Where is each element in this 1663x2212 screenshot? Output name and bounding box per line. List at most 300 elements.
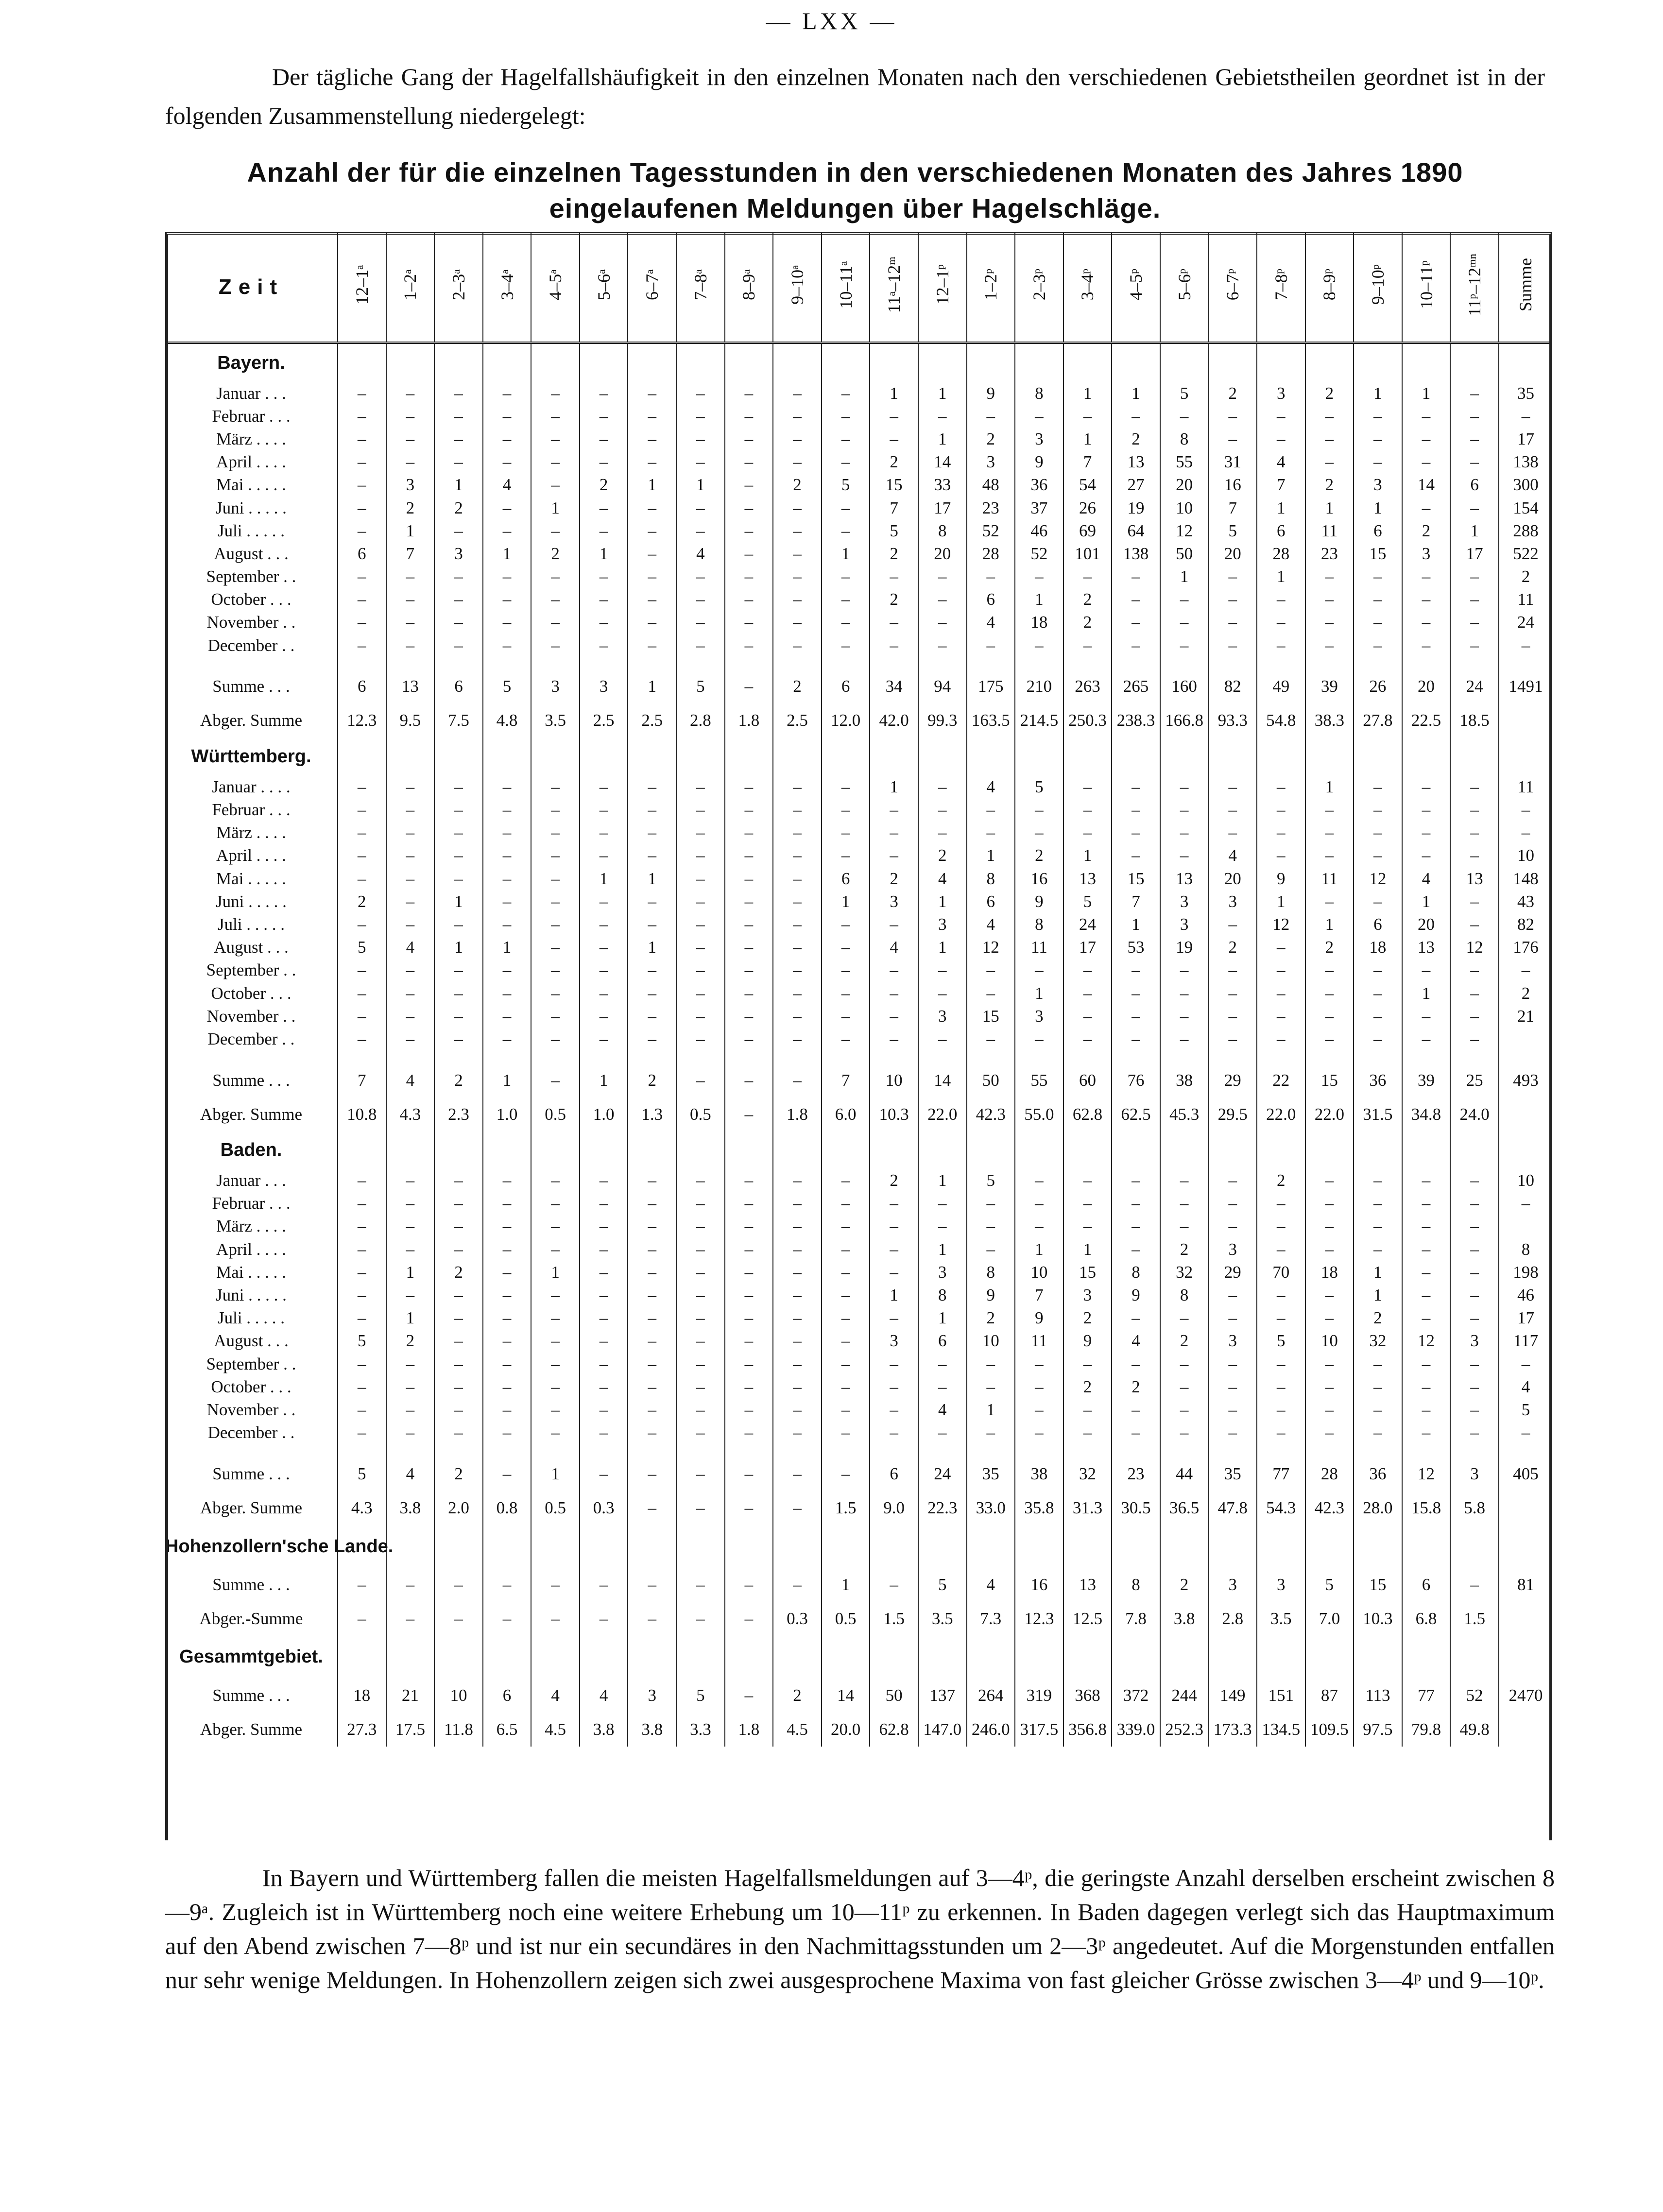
value-cell: – (1305, 1028, 1354, 1050)
value-cell: 9 (1063, 1330, 1112, 1353)
value-cell: – (386, 634, 435, 657)
hour-header (580, 232, 628, 343)
value-cell: – (967, 1375, 1015, 1398)
value-cell: – (1450, 1307, 1499, 1330)
spacer-cell (628, 1636, 676, 1679)
hour-header-label: 9–10ᵃ (787, 265, 807, 305)
total-cell: 148 (1499, 867, 1552, 890)
row-label-text: Januar . . . (216, 383, 286, 403)
value-cell: – (483, 822, 531, 844)
value-cell: – (580, 775, 628, 798)
value-cell: – (870, 566, 918, 588)
spacer-cell (725, 1525, 773, 1568)
value-cell: – (434, 519, 483, 542)
value-cell: – (822, 1284, 870, 1306)
spacer-cell (1063, 1051, 1112, 1063)
value-cell: 1 (580, 1063, 628, 1097)
month-row (165, 798, 1552, 821)
value-cell: – (918, 634, 967, 657)
hour-header (483, 232, 531, 343)
value-cell: 4 (386, 1457, 435, 1491)
value-cell: – (1354, 1238, 1402, 1261)
value-cell: – (1402, 1215, 1451, 1238)
value-cell: – (1208, 1422, 1257, 1444)
spacer-cell (1354, 343, 1402, 382)
value-cell: – (580, 1568, 628, 1602)
value-cell: 18 (1354, 936, 1402, 959)
value-cell: 1.0 (580, 1097, 628, 1132)
value-cell: – (822, 1375, 870, 1398)
value-cell: – (676, 775, 725, 798)
total-cell: 11 (1499, 775, 1552, 798)
value-cell: 19 (1112, 497, 1160, 519)
value-cell: – (531, 1602, 580, 1636)
value-cell: – (676, 1192, 725, 1215)
value-cell: – (1354, 982, 1402, 1005)
spacer-cell (434, 737, 483, 775)
spacer-cell (1063, 1132, 1112, 1169)
value-cell: – (1402, 405, 1451, 428)
value-cell: – (386, 1169, 435, 1192)
row-label (165, 669, 338, 703)
value-cell: – (483, 451, 531, 474)
spacer-cell (676, 657, 725, 669)
hour-header (1257, 232, 1305, 343)
value-cell: 2 (1257, 1169, 1305, 1192)
value-cell: – (1257, 611, 1305, 634)
gap-row (165, 1444, 1552, 1457)
value-cell: – (580, 1398, 628, 1421)
value-cell: – (918, 566, 967, 588)
value-cell: 42.3 (967, 1097, 1015, 1132)
spacer-cell (967, 1132, 1015, 1169)
value-cell: 16 (1015, 1568, 1063, 1602)
value-cell: 11 (1305, 867, 1354, 890)
value-cell: 20 (918, 542, 967, 565)
value-cell: – (1257, 1192, 1305, 1215)
value-cell: – (1112, 405, 1160, 428)
spacer-cell (1015, 1132, 1063, 1169)
row-label (165, 1261, 338, 1284)
value-cell: – (434, 1307, 483, 1330)
value-cell: – (1354, 1169, 1402, 1192)
value-cell: – (1208, 1375, 1257, 1398)
month-row (165, 1398, 1552, 1421)
value-cell: – (1112, 775, 1160, 798)
value-cell: 3 (1354, 474, 1402, 497)
spacer-cell (1015, 1525, 1063, 1568)
hour-header (1208, 232, 1257, 343)
value-cell: 24 (1450, 669, 1499, 703)
row-label (165, 703, 338, 737)
value-cell: – (338, 1568, 386, 1602)
value-cell: – (870, 798, 918, 821)
value-cell: 5 (338, 1457, 386, 1491)
value-cell: – (1257, 1307, 1305, 1330)
row-label-text: Abger. Summe (200, 1104, 302, 1124)
value-cell: – (580, 822, 628, 844)
spacer-cell (725, 1132, 773, 1169)
spacer-cell (1499, 737, 1552, 775)
value-cell: 2 (870, 451, 918, 474)
value-cell: – (1063, 1028, 1112, 1050)
total-cell: 21 (1499, 1005, 1552, 1028)
value-cell: – (1402, 1422, 1451, 1444)
value-cell: – (870, 1398, 918, 1421)
value-cell: – (483, 382, 531, 405)
spacer-cell (725, 343, 773, 382)
value-cell: – (725, 1457, 773, 1491)
value-cell: – (773, 1284, 822, 1306)
value-cell: 4 (918, 1398, 967, 1421)
value-cell: – (676, 1568, 725, 1602)
value-cell: – (531, 867, 580, 890)
spacer-cell (531, 1636, 580, 1679)
value-cell: 6 (1450, 474, 1499, 497)
value-cell: – (1112, 1398, 1160, 1421)
value-cell: 3 (1208, 890, 1257, 913)
value-cell: – (1112, 588, 1160, 611)
value-cell: 77 (1402, 1679, 1451, 1713)
value-cell: – (580, 451, 628, 474)
value-cell: 3.5 (918, 1602, 967, 1636)
value-cell: 38.3 (1305, 703, 1354, 737)
row-label (165, 566, 338, 588)
total-cell: 4 (1499, 1375, 1552, 1398)
value-cell: 3 (1208, 1238, 1257, 1261)
value-cell: – (1402, 775, 1451, 798)
value-cell: 3 (1450, 1330, 1499, 1353)
row-label-text: August . . . (214, 938, 289, 957)
value-cell: – (580, 1005, 628, 1028)
value-cell: 1 (1402, 890, 1451, 913)
value-cell: – (483, 1005, 531, 1028)
value-cell: – (628, 1261, 676, 1284)
value-cell: 7.3 (967, 1602, 1015, 1636)
value-cell: – (822, 405, 870, 428)
value-cell: 16 (1208, 474, 1257, 497)
value-cell: – (434, 959, 483, 982)
value-cell: 52 (1015, 542, 1063, 565)
value-cell: 10 (1305, 1330, 1354, 1353)
value-cell: 0.8 (483, 1491, 531, 1525)
total-cell: 11 (1499, 588, 1552, 611)
value-cell: – (1450, 405, 1499, 428)
value-cell: 36 (1354, 1063, 1402, 1097)
spacer-cell (1354, 1636, 1402, 1679)
value-cell: – (918, 982, 967, 1005)
value-cell: – (1208, 634, 1257, 657)
value-cell: – (676, 382, 725, 405)
value-cell: – (1160, 1375, 1209, 1398)
value-cell: 319 (1015, 1679, 1063, 1713)
spacer-cell (870, 343, 918, 382)
total-cell: 24 (1499, 611, 1552, 634)
value-cell: – (1257, 428, 1305, 450)
value-cell: – (725, 1215, 773, 1238)
row-label (165, 542, 338, 565)
spacer-cell (338, 1444, 386, 1457)
value-cell: – (1354, 405, 1402, 428)
total-cell: 2 (1499, 982, 1552, 1005)
value-cell: 1 (822, 542, 870, 565)
value-cell: – (628, 519, 676, 542)
value-cell: 50 (870, 1679, 918, 1713)
hour-header (1450, 232, 1499, 343)
value-cell: – (434, 382, 483, 405)
value-cell: – (1354, 1353, 1402, 1375)
value-cell: – (1450, 890, 1499, 913)
value-cell: – (1402, 1028, 1451, 1050)
hour-header-label: 10–11ᵃ (836, 260, 856, 309)
value-cell: 2 (870, 588, 918, 611)
value-cell: – (1257, 634, 1305, 657)
spacer-cell (1354, 1444, 1402, 1457)
value-cell: – (1208, 775, 1257, 798)
value-cell: – (628, 1602, 676, 1636)
hour-header (773, 232, 822, 343)
value-cell: 4 (1208, 844, 1257, 867)
value-cell: 0.3 (580, 1491, 628, 1525)
spacer-cell (338, 1051, 386, 1063)
value-cell: – (434, 982, 483, 1005)
spacer-cell (1160, 1051, 1209, 1063)
month-row (165, 1375, 1552, 1398)
value-cell: – (531, 1284, 580, 1306)
summe-row (165, 1063, 1552, 1097)
total-cell: 46 (1499, 1284, 1552, 1306)
value-cell: – (1063, 822, 1112, 844)
value-cell: 6 (338, 542, 386, 565)
value-cell: – (338, 1602, 386, 1636)
value-cell: – (531, 890, 580, 913)
value-cell: 55.0 (1015, 1097, 1063, 1132)
value-cell: – (580, 405, 628, 428)
value-cell: – (918, 405, 967, 428)
value-cell: – (338, 474, 386, 497)
value-cell: – (1354, 634, 1402, 657)
row-label-text: December . . (207, 635, 295, 655)
value-cell: 3 (1063, 1284, 1112, 1306)
summe-header (1499, 232, 1552, 343)
value-cell: – (918, 775, 967, 798)
value-cell: 4 (386, 1063, 435, 1097)
spacer-cell (628, 737, 676, 775)
value-cell: 1 (1160, 566, 1209, 588)
value-cell: – (1112, 1353, 1160, 1375)
spacer-cell (1160, 1132, 1209, 1169)
value-cell: 12.3 (338, 703, 386, 737)
value-cell: 31 (1208, 451, 1257, 474)
value-cell: 11 (1015, 1330, 1063, 1353)
value-cell: 14 (918, 1063, 967, 1097)
value-cell: – (1354, 611, 1402, 634)
value-cell: – (483, 405, 531, 428)
value-cell: 1 (531, 1457, 580, 1491)
spacer-cell (386, 343, 435, 382)
value-cell: – (1354, 798, 1402, 821)
value-cell: 5 (483, 669, 531, 703)
month-row (165, 844, 1552, 867)
value-cell: 160 (1160, 669, 1209, 703)
value-cell: 1 (676, 474, 725, 497)
value-cell: – (628, 566, 676, 588)
section-heading: Württemberg. (191, 746, 311, 767)
value-cell: – (967, 982, 1015, 1005)
value-cell: – (386, 959, 435, 982)
value-cell: – (628, 959, 676, 982)
value-cell: 1 (918, 382, 967, 405)
value-cell: – (628, 1169, 676, 1192)
hour-header (1160, 232, 1209, 343)
hour-header-label: 9–10ᵖ (1368, 264, 1388, 305)
value-cell: – (580, 566, 628, 588)
value-cell: – (870, 1028, 918, 1050)
value-cell: – (725, 611, 773, 634)
value-cell: 6 (1354, 519, 1402, 542)
value-cell: – (580, 1238, 628, 1261)
spacer-cell (1450, 1051, 1499, 1063)
spacer-cell (338, 737, 386, 775)
value-cell: – (1450, 1169, 1499, 1192)
spacer-cell (1499, 1444, 1552, 1457)
value-cell: – (676, 982, 725, 1005)
value-cell: 3 (918, 1261, 967, 1284)
row-label (165, 1398, 338, 1421)
value-cell: 3 (1257, 382, 1305, 405)
spacer-cell (1450, 343, 1499, 382)
value-cell: – (1160, 822, 1209, 844)
spacer-cell (1305, 1051, 1354, 1063)
spacer-cell (628, 343, 676, 382)
value-cell: – (822, 1398, 870, 1421)
spacer-cell (1160, 657, 1209, 669)
value-cell: 12.5 (1063, 1602, 1112, 1636)
spacer-cell (822, 1051, 870, 1063)
value-cell: – (967, 1192, 1015, 1215)
value-cell: – (434, 634, 483, 657)
value-cell: 7 (1063, 451, 1112, 474)
value-cell: – (773, 1063, 822, 1097)
spacer-cell (580, 737, 628, 775)
value-cell: – (676, 1215, 725, 1238)
value-cell: – (1305, 959, 1354, 982)
value-cell: 97.5 (1354, 1713, 1402, 1747)
value-cell: – (822, 451, 870, 474)
value-cell: 4 (1257, 451, 1305, 474)
month-row (165, 519, 1552, 542)
value-cell: 2 (386, 497, 435, 519)
value-cell: – (1450, 1238, 1499, 1261)
value-cell: – (822, 798, 870, 821)
value-cell: 79.8 (1402, 1713, 1451, 1747)
value-cell: – (531, 1028, 580, 1050)
value-cell: 10 (870, 1063, 918, 1097)
value-cell: – (1450, 1028, 1499, 1050)
spacer-cell (1208, 1444, 1257, 1457)
spacer-cell (386, 1444, 435, 1457)
row-label-text: Abger.-Summe (199, 1609, 303, 1628)
value-cell: – (1257, 822, 1305, 844)
value-cell: – (1402, 428, 1451, 450)
value-cell: – (338, 1169, 386, 1192)
value-cell: 9 (1015, 451, 1063, 474)
value-cell: – (531, 588, 580, 611)
value-cell: – (725, 822, 773, 844)
spacer-cell (1208, 1132, 1257, 1169)
spacer-cell (434, 1525, 483, 1568)
value-cell: – (773, 497, 822, 519)
hour-header-label: 12–1ᵖ (932, 264, 952, 305)
value-cell: 54.8 (1257, 703, 1305, 737)
spacer-cell (822, 343, 870, 382)
section-heading: Baden. (220, 1140, 282, 1160)
value-cell: – (628, 1422, 676, 1444)
value-cell: – (483, 1169, 531, 1192)
value-cell: – (338, 451, 386, 474)
value-cell: – (773, 959, 822, 982)
value-cell: – (434, 1602, 483, 1636)
spacer-cell (1208, 1525, 1257, 1568)
value-cell: 5 (1208, 519, 1257, 542)
value-cell: 2 (531, 542, 580, 565)
spacer-cell (531, 1525, 580, 1568)
hour-header (822, 232, 870, 343)
spacer-cell (773, 1636, 822, 1679)
value-cell: 4 (386, 936, 435, 959)
value-cell: 13 (1160, 867, 1209, 890)
value-cell: – (1402, 588, 1451, 611)
spacer-cell (725, 1636, 773, 1679)
value-cell: – (1450, 451, 1499, 474)
value-cell: 4 (483, 474, 531, 497)
value-cell: – (822, 382, 870, 405)
value-cell: 22.0 (918, 1097, 967, 1132)
value-cell: – (1402, 1375, 1451, 1398)
spacer-cell (628, 1132, 676, 1169)
row-label-text: December . . (207, 1029, 295, 1048)
value-cell: 2 (1208, 382, 1257, 405)
value-cell: – (434, 1169, 483, 1192)
value-cell: 15 (1354, 542, 1402, 565)
value-cell: 24 (918, 1457, 967, 1491)
value-cell: – (434, 1005, 483, 1028)
value-cell: 5 (1015, 775, 1063, 798)
value-cell: – (870, 1261, 918, 1284)
value-cell: – (531, 1005, 580, 1028)
value-cell: – (1450, 1353, 1499, 1375)
value-cell: 109.5 (1305, 1713, 1354, 1747)
value-cell: – (386, 1375, 435, 1398)
month-row (165, 474, 1552, 497)
value-cell: 1 (434, 936, 483, 959)
value-cell: – (1208, 1005, 1257, 1028)
value-cell: 12 (967, 936, 1015, 959)
total-cell: – (1499, 959, 1552, 982)
value-cell: – (822, 1238, 870, 1261)
row-label (165, 1192, 338, 1215)
value-cell: 15 (1305, 1063, 1354, 1097)
value-cell: – (338, 497, 386, 519)
spacer-cell (1305, 657, 1354, 669)
value-cell: 5 (1160, 382, 1209, 405)
total-cell: 198 (1499, 1261, 1552, 1284)
value-cell: – (628, 634, 676, 657)
value-cell: – (386, 775, 435, 798)
value-cell: – (580, 1261, 628, 1284)
spacer-cell (1257, 657, 1305, 669)
row-label (165, 1097, 338, 1132)
